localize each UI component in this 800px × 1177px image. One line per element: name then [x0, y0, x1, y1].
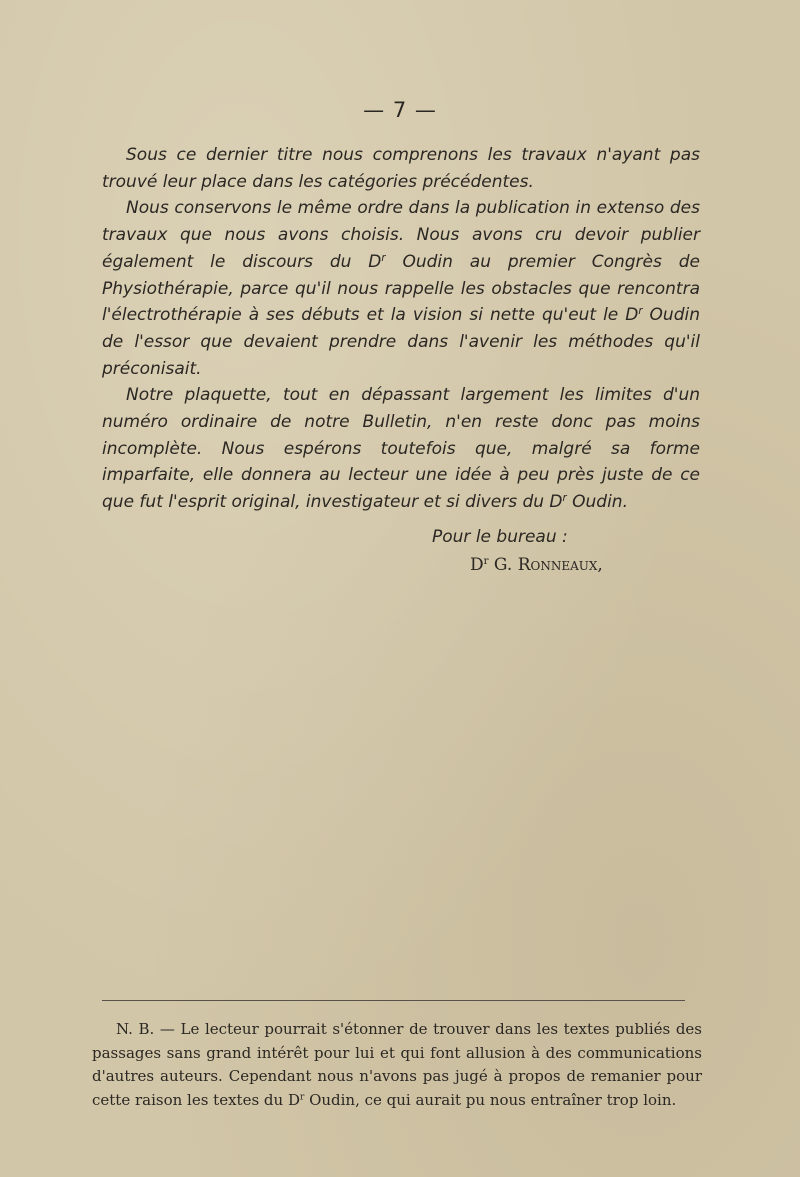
signature-block	[432, 523, 712, 579]
paragraph-3-part-1: Notre plaquette, tout en dépassant largement les limites d'un numéro ordinaire de notre Bulletin, n'en reste donc pas moins incomplète. Nous espérons toutefois que, malgré sa forme imparfaite, elle donnera au lecteur une idée à peu près juste de ce que fut l'esprit original, investigateur et si divers du D	[102, 385, 700, 513]
paragraph-2-part-2: Oudin au premier Congrès de Physiothérapie, parce qu'il nous rappelle les obstacles que rencontra l'électrothérapie à ses débuts et la vision si nette qu'eut le D	[102, 251, 700, 326]
paragraph-1: Sous ce dernier titre nous comprenons les travaux n'ayant pas trouvé leur place dans les catégories précédentes.	[102, 145, 700, 192]
paragraph-3-part-2: Oudin.	[566, 492, 628, 513]
superscript: r	[638, 306, 643, 318]
signature-title: D	[470, 555, 484, 575]
footnote-part-2: Oudin, ce qui aurait pu nous entraîner trop loin.	[304, 1090, 677, 1109]
footnote-divider	[102, 1000, 685, 1001]
page-number: — 7 —	[363, 98, 437, 122]
footnote-text	[92, 1018, 702, 1112]
paragraph-3	[102, 382, 700, 516]
paragraph-2	[102, 195, 700, 382]
superscript: r	[483, 555, 489, 567]
signature-name-line	[432, 551, 712, 579]
superscript: r	[562, 493, 567, 505]
paragraph-2-part-1: Nous conservons le même ordre dans la publication in extenso des travaux que nous avons choisis. Nous avons cru devoir publier également le discours du D	[102, 198, 700, 272]
signature-caption: Pour le bureau :	[432, 527, 568, 547]
signature-name: G. Ronneaux,	[488, 555, 603, 575]
superscript: r	[299, 1092, 305, 1103]
paragraph-2-part-3: Oudin de l'essor que devaient prendre dans l'avenir les méthodes qu'il préconisait.	[102, 305, 700, 379]
superscript: r	[381, 252, 386, 264]
footnote	[92, 1018, 702, 1112]
footnote-part-1: N. B. — Le lecteur pourrait s'étonner de trouver dans les textes publiés des passages sans grand intérêt pour lui et qui font allusion à des communications d'autres auteurs. Cependant nous n'avons pas jugé à propos de remanier pour cette raison les textes du D	[92, 1020, 702, 1109]
main-text	[102, 142, 700, 516]
